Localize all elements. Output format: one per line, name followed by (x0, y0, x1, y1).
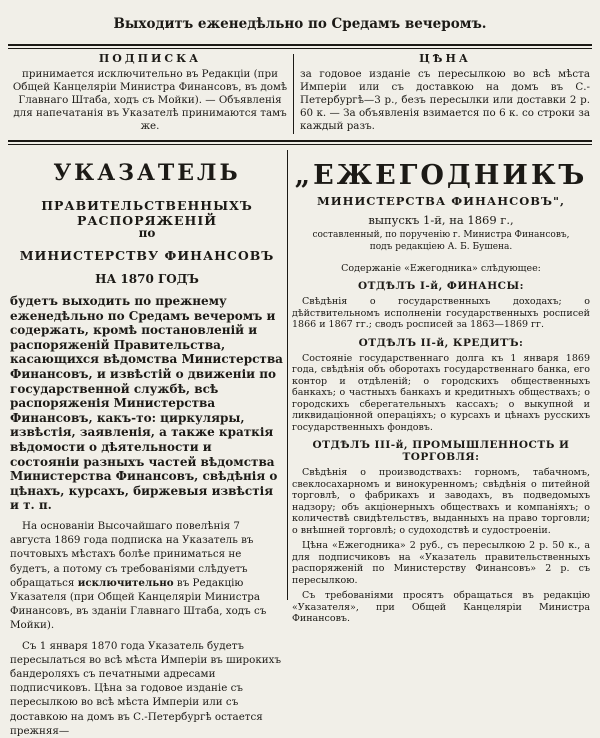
section-finance-heading: ОТДѢЛЪ І-й, ФИНАНСЫ: (357, 280, 525, 292)
price-text: за годовое изданіе съ пересылкою во всѣ мѣста Имперіи или съ доставкою на домъ въ С.-Петербургѣ—3 р., безъ пересылки или доставки 2 р. 60 к. — За объявленія взимается по 6 к. со строки за каждый разъ. (300, 68, 590, 132)
header-column-divider (293, 54, 294, 134)
section-credit-heading: ОТДѢЛЪ ІІ-й, КРЕДИТЪ: (358, 336, 524, 349)
right-title: „ЕЖЕГОДНИКЪ (294, 160, 588, 191)
left-paragraph-bold: исключительно (77, 576, 174, 589)
top-rule-thin (8, 48, 592, 49)
section-finance-text: Свѣдѣнія о государственныхъ доходахъ; о дѣйствительномъ исполненіи государственныхъ росписей 1866 и 1867 гг.; сводъ росписей за 1863—1869 гг. (292, 296, 590, 330)
left-ministry: МИНИСТЕРСТВУ ФИНАНСОВЪ (19, 248, 275, 263)
left-column (10, 150, 284, 737)
left-title: УКАЗАТЕЛЬ (53, 160, 241, 186)
right-column (292, 150, 590, 624)
header-bottom-rule (8, 140, 592, 142)
header-bottom-rule-thin (8, 144, 592, 145)
top-rule (8, 44, 592, 46)
subscription-text: принимается исключительно въ Редакціи (при Общей Канцеляріи Министра Финансовъ, въ домѣ Главнаго Штаба, ходъ съ Мойки). — Объявленія для напечатанія въ Указателѣ принимаются тамъ же. (12, 68, 288, 132)
left-paragraph-delivery: Съ 1 января 1870 года Указатель будетъ пересылаться во всѣ мѣста Имперіи въ широкихъ бандероляхъ съ печатными адресами подписчиковъ. Цѣна за годовое изданіе съ пересылкою во всѣ мѣста Имперіи или съ доставкою на домъ въ С.-Петербургѣ остается прежняя— (10, 639, 282, 737)
right-contents: Содержаніе «Ежегодника» слѣдующее: (341, 263, 541, 274)
left-po: по (138, 226, 156, 240)
price-block (300, 52, 590, 136)
section-credit-text: Состояніе государственнаго долга къ 1 января 1869 года, свѣдѣнія объ оборотахъ государственнаго банка, его контор и отдѣленій; о городскихъ общественныхъ банкахъ; о частныхъ банкахъ и кредитныхъ обществахъ; о городскихъ сберегательныхъ кассахъ; о выкупной и ликвидаціонной операціяхъ; о курсахъ и цѣнахъ русскихъ государственныхъ фондовъ. (292, 352, 590, 433)
right-compiled: составленный, по порученію г. Министра Финансовъ, подъ редакціею А. Б. Бушена. (312, 230, 570, 252)
price-heading: ЦѢНА (419, 52, 471, 65)
left-paragraph-b: въ Редакцію Указателя (при Общей Канцеляріи Министра Финансовъ, въ зданіи Главнаго Штаба, ходъ съ Мойки). (10, 576, 267, 632)
section-industry-text: Свѣдѣнія о производствахъ: горномъ, табачномъ, свеклосахарномъ и винокуренномъ; свѣдѣнія о питейной торговлѣ, о фабрикахъ и заводахъ, въ подведомыхъ надзору; объ акціонерныхъ обществахъ и компаніяхъ; о количествѣ свидѣтельствъ, выданныхъ на право торговли; о внѣшней торговлѣ; о судоходствѣ и судостроеніи. (292, 467, 590, 536)
left-body: будетъ выходить по прежнему еженедѣльно по Средамъ вечеромъ и содержать, кромѣ постановленій и распоряженій Правительства, касающихся вѣдомства Министерства Финансовъ, и извѣстій о движеніи по государственной службѣ, всѣ распоряженія Министерства Финансовъ, какъ-то: циркуляры, извѣстія, заявленія, а также краткія вѣдомости о дѣятельности и состояніи разныхъ частей вѣдомства Министерства Финансовъ, свѣдѣнія о цѣнахъ, курсахъ, биржевыя извѣстія и т. п. (10, 294, 283, 513)
right-subtitle: МИНИСТЕРСТВА ФИНАНСОВЪ", (316, 194, 565, 208)
section-industry-heading: ОТДѢЛЪ ІІІ-й, ПРОМЫШЛЕННОСТЬ И ТОРГОВЛЯ: (312, 439, 570, 463)
right-issue: выпускъ 1-й, на 1869 г., (368, 213, 514, 227)
subscription-block (12, 52, 288, 136)
yearbook-requests: Съ требованіями просятъ обращаться въ редакцію «Указателя», при Общей Канцеляріи Министра Финансовъ. (292, 590, 590, 624)
yearbook-price: Цѣна «Ежегодника» 2 руб., съ пересылкою 2 р. 50 к., а для подписчиковъ на «Указатель правительственныхъ распоряженій по Министерству Финансовъ» 2 р. съ пересылкою. (292, 540, 590, 586)
column-divider (287, 150, 288, 600)
left-year: НА 1870 ГОДЪ (95, 272, 199, 286)
left-paragraph-a: На основаніи Высочайшаго повелѣнія 7 августа 1869 года подписка на Указатель въ почтовыхъ мѣстахъ болѣе приниматься не будетъ, а потому съ требованіями слѣдуетъ обращаться (10, 519, 254, 589)
subscription-heading: ПОДПИСКА (98, 52, 202, 65)
left-paragraph-subscription (10, 519, 284, 633)
left-subtitle: ПРАВИТЕЛЬСТВЕННЫХЪ РАСПОРЯЖЕНІЙ (41, 198, 253, 228)
masthead: Выходитъ еженедѣльно по Средамъ вечеромъ. (113, 16, 487, 32)
